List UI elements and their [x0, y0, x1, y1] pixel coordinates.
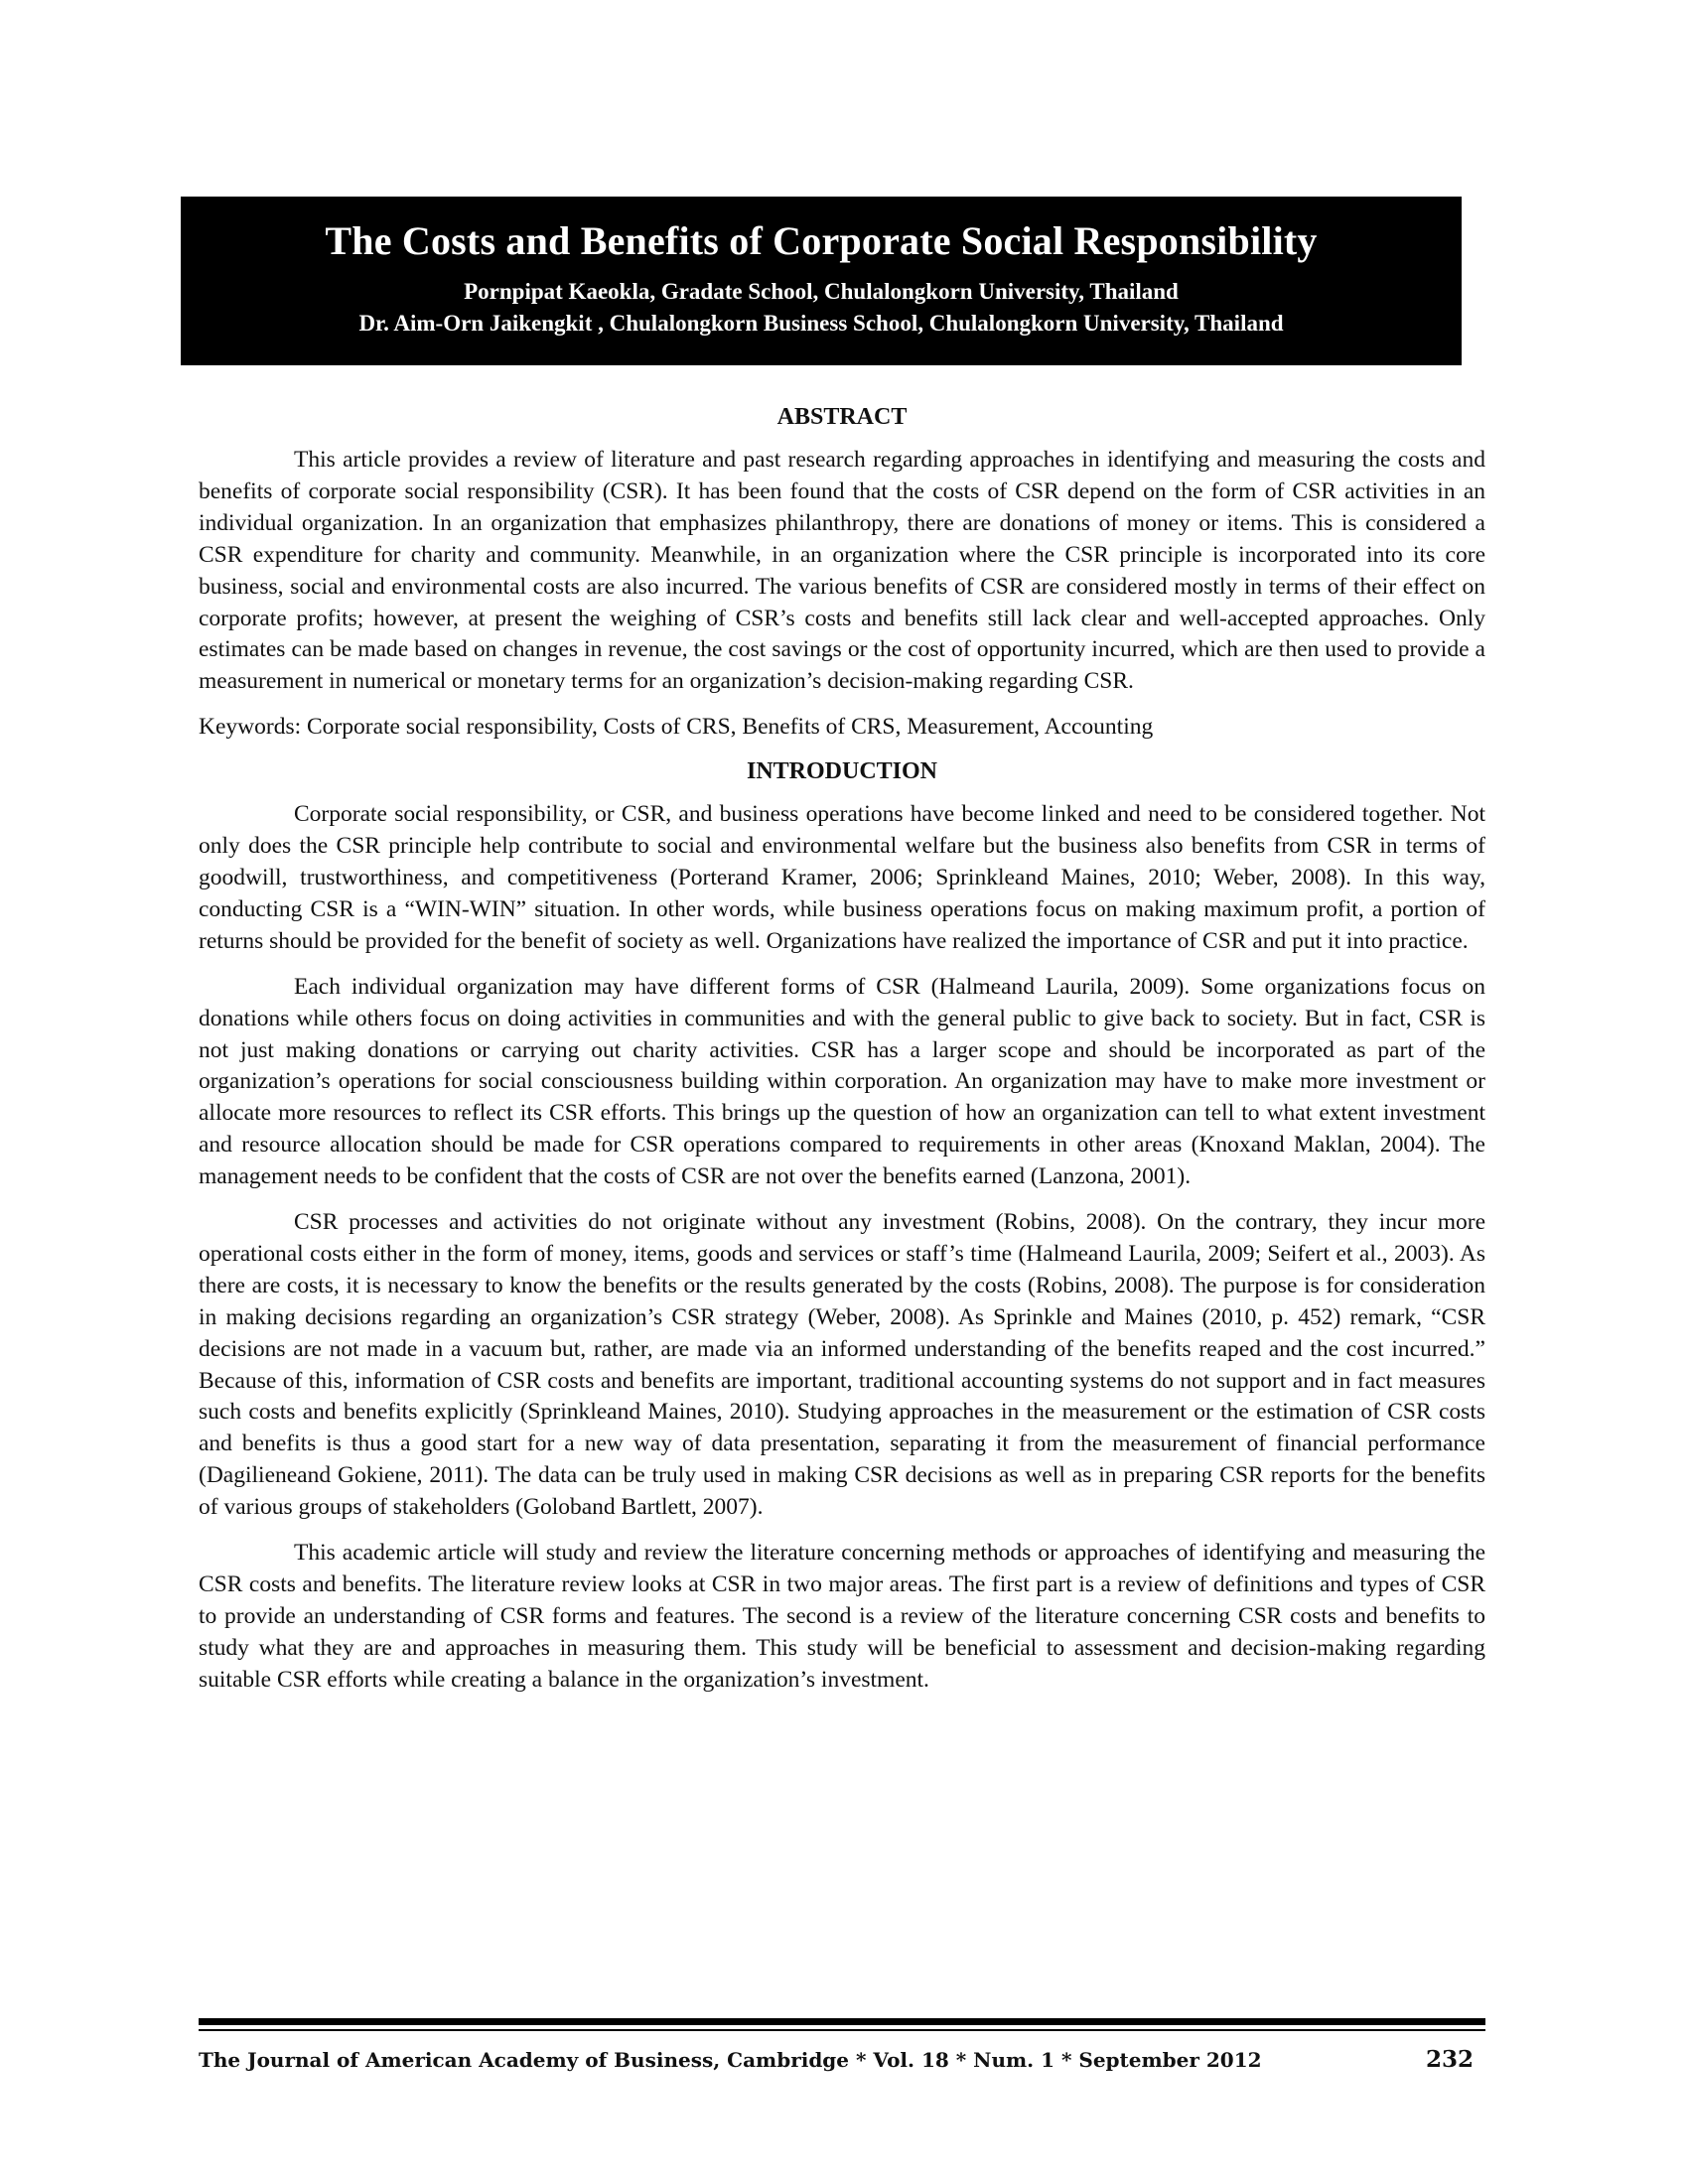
page-number: 232 — [1426, 2046, 1475, 2073]
article-body — [199, 401, 1485, 1710]
intro-paragraph-3: CSR processes and activities do not originate without any investment (Robins, 2008). On the contrary, they incur more operational costs either in the form of money, items, goods and services or staff’s time (Halmeand Laurila, 2009; Seifert et al., 2003). As there are costs, it is necessary to know the benefits or the results generated by the costs (Robins, 2008). The purpose is for consideration in making decisions regarding an organization’s CSR strategy (Weber, 2008). As Sprinkle and Maines (2010, p. 452) remark, “CSR decisions are not made in a vacuum but, rather, are made via an informed understanding of the benefits reaped and the cost incurred.” Because of this, information of CSR costs and benefits are important, traditional accounting systems do not support and in fact measures such costs and benefits explicitly (Sprinkleand Maines, 2010). Studying approaches in the measurement or the estimation of CSR costs and benefits is thus a good start for a new way of data presentation, separating it from the measurement of financial performance (Dagilieneand Gokiene, 2011). The data can be truly used in making CSR decisions as well as in preparing CSR reports for the benefits of various groups of stakeholders (Goloband Bartlett, 2007). — [199, 1209, 1485, 1521]
keywords: Keywords: Corporate social responsibility, Costs of CRS, Benefits of CRS, Measurement, Accounting — [199, 714, 1154, 741]
footer-rule-thick — [199, 2018, 1485, 2025]
footer-rule-thin — [199, 2029, 1485, 2031]
intro-paragraph-2: Each individual organization may have different forms of CSR (Halmeand Laurila, 2009). Some organizations focus on donations while others focus on doing activities in communities and with the general public to give back to society. But in fact, CSR is not just making donations or carrying out charity activities. CSR has a larger scope and should be incorporated as part of the organization’s operations for social consciousness building within corporation. An organization may have to make more investment or allocate more resources to reflect its CSR efforts. This brings up the question of how an organization can tell to what extent investment and resource allocation should be made for CSR operations compared to requirements in other areas (Knoxand Maklan, 2004). The management needs to be confident that the costs of CSR are not over the benefits earned (Lanzona, 2001). — [199, 973, 1485, 1190]
introduction-heading: INTRODUCTION — [746, 758, 938, 785]
intro-paragraph-1: Corporate social responsibility, or CSR, and business operations have become linked and need to be considered together. Not only does the CSR principle help contribute to social and environmental welfare but the business also benefits from CSR in terms of goodwill, trustworthiness, and competitiveness (Porterand Kramer, 2006; Sprinkleand Maines, 2010; Weber, 2008). In this way, conducting CSR is a “WIN-WIN” situation. In other words, while business operations focus on making maximum profit, a portion of returns should be provided for the benefit of society as well. Organizations have realized the importance of CSR and put it into practice. — [199, 801, 1485, 954]
abstract-text: This article provides a review of literature and past research regarding approaches in identifying and measuring the costs and benefits of corporate social responsibility (CSR). It has been found that the costs of CSR depend on the form of CSR activities in an individual organization. In an organization that emphasizes philanthropy, there are donations of money or items. This is considered a CSR expenditure for charity and community. Meanwhile, in an organization where the CSR principle is incorporated into its core business, social and environmental costs are also incurred. The various benefits of CSR are considered mostly in terms of their effect on corporate profits; however, at present the weighing of CSR’s costs and benefits still lack clear and well-accepted approaches. Only estimates can be made based on changes in revenue, the cost savings or the cost of opportunity incurred, which are then used to provide a measurement in numerical or monetary terms for an organization’s decision-making regarding CSR. — [199, 447, 1485, 695]
author-line-1: Pornpipat Kaeokla, Gradate School, Chulalongkorn University, Thailand — [464, 279, 1179, 304]
paper-title: The Costs and Benefits of Corporate Social Responsibility — [325, 218, 1318, 263]
intro-paragraph-4: This academic article will study and review the literature concerning methods or approaches of identifying and measuring the CSR costs and benefits. The literature review looks at CSR in two major areas. The first part is a review of definitions and types of CSR to provide an understanding of CSR forms and features. The second is a review of the literature concerning CSR costs and benefits to study what they are and approaches in measuring them. This study will be beneficial to assessment and decision-making regarding suitable CSR efforts while creating a balance in the organization’s investment. — [199, 1540, 1485, 1693]
abstract-heading: ABSTRACT — [776, 404, 908, 430]
title-banner — [181, 197, 1462, 365]
author-line-2: Dr. Aim-Orn Jaikengkit , Chulalongkorn Business School, Chulalongkorn University, Thailand — [358, 311, 1284, 336]
author-list — [181, 276, 1462, 340]
journal-citation: The Journal of American Academy of Business, Cambridge * Vol. 18 * Num. 1 * September 2012 — [199, 2048, 1262, 2072]
